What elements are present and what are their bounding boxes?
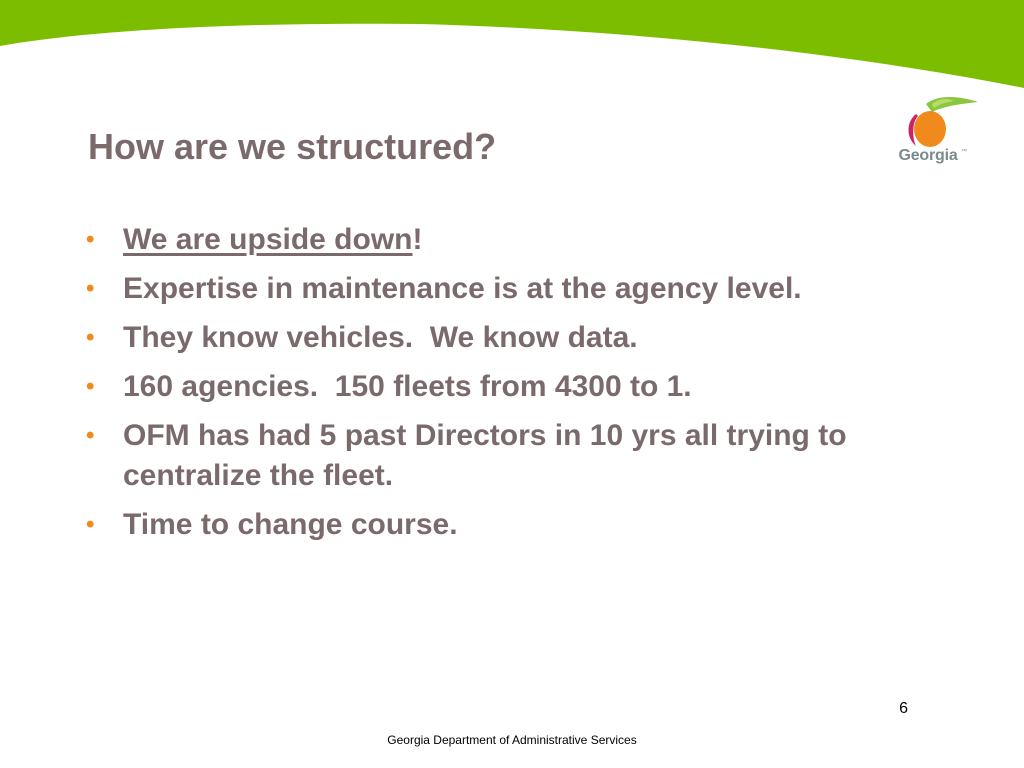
green-header-band [0, 0, 1024, 100]
bullet-text: OFM has had 5 past Directors in 10 yrs all trying to centralize the fleet. [123, 419, 847, 492]
georgia-logo [888, 92, 984, 172]
bullet-item [84, 220, 924, 260]
bullet-dot-icon: • [86, 324, 95, 351]
bullet-item [84, 416, 913, 496]
bullet-item [84, 505, 924, 545]
bullet-dot-icon: • [86, 422, 95, 449]
bullet-item [84, 269, 924, 309]
slide-title: How are we structured? [88, 126, 497, 167]
bullet-suffix: ! [412, 223, 423, 256]
page-number: 6 [899, 700, 908, 717]
bullet-dot-icon: • [86, 275, 95, 302]
bullet-text: Time to change course. [123, 508, 458, 541]
bullet-text: They know vehicles. We know data. [123, 321, 638, 354]
bullet-text: Expertise in maintenance is at the agency level. [123, 272, 802, 305]
bullet-dot-icon: • [86, 511, 95, 538]
bullet-item [84, 367, 924, 407]
bullet-dot-icon: • [86, 373, 95, 400]
bullet-item [84, 318, 924, 358]
bullet-text: 160 agencies. 150 fleets from 4300 to 1. [123, 370, 692, 403]
trademark-mark: ™ [961, 149, 967, 155]
upside-down-link[interactable]: We are upside down [123, 223, 413, 256]
georgia-logo-text: Georgia [898, 147, 958, 164]
bullet-list [84, 220, 924, 554]
footer-text: Georgia Department of Administrative Services [387, 733, 637, 747]
georgia-peach-icon [888, 92, 984, 152]
bullet-dot-icon: • [86, 226, 95, 253]
